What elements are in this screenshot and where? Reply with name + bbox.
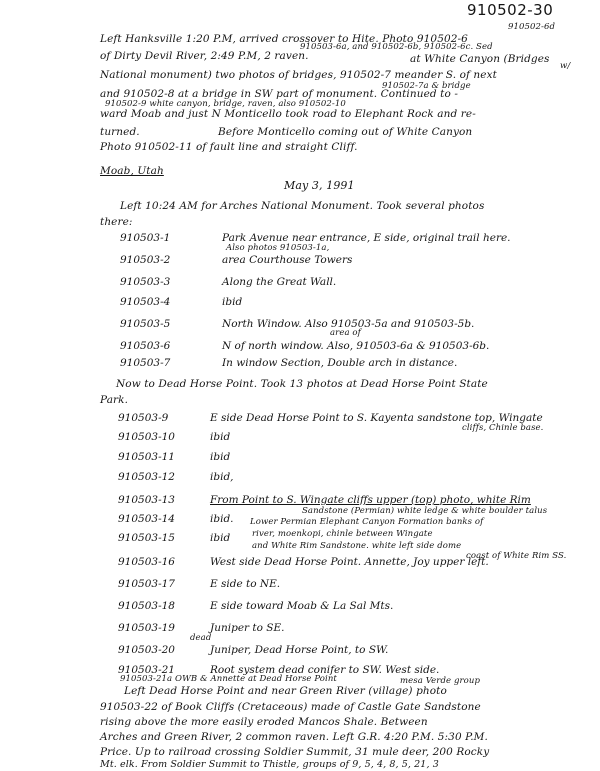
header-line-1: Left Hanksville 1:20 P.M, arrived crossover to Hite. Photo 910502-6 (100, 33, 468, 45)
photo-number: 910503-10 (118, 431, 175, 443)
header-line-4: and 910502-8 at a bridge in SW part of monument. Continued to - (100, 88, 458, 100)
photo-number: 910503-3 (120, 276, 171, 288)
photo-number: 910503-13 (118, 494, 175, 506)
photo-caption: Juniper to SE. (210, 622, 285, 634)
photo-number: 910503-2 (120, 254, 171, 266)
photo-caption: ibid (210, 451, 231, 463)
dhp-insert-7: dead (190, 633, 212, 643)
dhp-insert-1: cliffs, Chinle base. (462, 423, 544, 433)
closing-line-3: rising above the more easily eroded Mancos Shale. Between (100, 716, 428, 728)
header-line-2: of Dirty Devil River, 2:49 P.M, 2 raven. (100, 50, 309, 62)
dhp-insert-2: Sandstone (Permian) white ledge & white boulder talus (302, 506, 548, 516)
header-insert-4: w/ (560, 61, 571, 71)
header-insert-6: 910502-9 white canyon, bridge, raven, also 910502-10 (105, 99, 346, 109)
header-insert-5: 910502-7a & bridge (382, 81, 471, 91)
photo-number: 910503-20 (118, 644, 175, 656)
dhp-insert-3: Lower Permian Elephant Canyon Formation banks of (250, 517, 484, 527)
photo-number: 910503-4 (120, 296, 171, 308)
dhp-insert-8: 910503-21a OWB & Annette at Dead Horse Point (120, 674, 337, 684)
header-line-7: Photo 910502-11 of fault line and straight Cliff. (100, 141, 358, 153)
entry-date: May 3, 1991 (284, 179, 355, 192)
photo-caption: N of north window. Also, 910503-6a & 910503-6b. (222, 340, 490, 352)
photo-caption: North Window. Also 910503-5a and 910503-5b. (222, 318, 475, 330)
photo-number: 910503-6 (120, 340, 171, 352)
photo-number: 910503-7 (120, 357, 171, 369)
header-insert-2: 910503-6a, and 910502-6b, 910502-6c. Sed (300, 42, 493, 52)
photo-number: 910503-1 (120, 232, 171, 244)
photo-number: 910503-11 (118, 451, 175, 463)
photo-caption: ibid (222, 296, 243, 308)
mid-line-2: Park. (100, 394, 129, 406)
mid-line-1: Now to Dead Horse Point. Took 13 photos at Dead Horse Point State (116, 378, 488, 390)
header-insert-7: Before Monticello coming out of White Canyon (218, 126, 473, 138)
photo-number: 910503-12 (118, 471, 175, 483)
photo-number: 910503-21 (118, 664, 175, 676)
header-line-5: ward Moab and just N Monticello took road to Elephant Rock and re- (100, 108, 476, 120)
header-insert-3: at White Canyon (Bridges (410, 53, 550, 65)
photo-number: 910503-14 (118, 513, 175, 525)
photo-caption: Along the Great Wall. (222, 276, 337, 288)
closing-insert-1: mesa Verde group (400, 676, 480, 686)
photo-caption: ibid (210, 532, 231, 544)
closing-line-6: Mt. elk. From Soldier Summit to Thistle, groups of 9, 5, 4, 8, 5, 21, 3 (100, 759, 439, 770)
page-number: 910502-30 (467, 1, 554, 19)
intro-line-2: there: (100, 216, 133, 228)
location-label: Moab, Utah (100, 165, 164, 177)
photo-caption: area Courthouse Towers (222, 254, 353, 266)
photo-number: 910503-15 (118, 532, 175, 544)
photo-caption: Juniper, Dead Horse Point, to SW. (210, 644, 389, 656)
photo-number: 910503-19 (118, 622, 175, 634)
photo-caption: Root system dead conifer to SW. West side. (210, 664, 440, 676)
photo-caption: In window Section, Double arch in distance. (222, 357, 458, 369)
photo-caption: From Point to S. Wingate cliffs upper (top) photo, white Rim (210, 494, 531, 506)
dhp-insert-5: and White Rim Sandstone. white left side dome (252, 541, 462, 551)
photo-caption: ibid (210, 431, 231, 443)
photo-number: 910503-17 (118, 578, 175, 590)
photo-number: 910503-9 (118, 412, 169, 424)
header-insert-1: 910502-6d (508, 22, 556, 32)
closing-line-2: 910503-22 of Book Cliffs (Cretaceous) made of Castle Gate Sandstone (100, 701, 481, 713)
arches-insert-1: Also photos 910503-1a, (226, 243, 330, 253)
photo-caption: Park Avenue near entrance, E side, original trail here. (222, 232, 511, 244)
header-line-6: turned. (100, 126, 140, 138)
photo-caption: ibid. (210, 513, 234, 525)
photo-caption: E side toward Moab & La Sal Mts. (210, 600, 394, 612)
header-line-3: National monument) two photos of bridges, 910502-7 meander S. of next (100, 69, 497, 81)
photo-caption: ibid, (210, 471, 234, 483)
dhp-insert-6: coast of White Rim SS. (466, 551, 567, 561)
closing-line-4: Arches and Green River, 2 common raven. Left G.R. 4:20 P.M. 5:30 P.M. (100, 731, 488, 743)
photo-number: 910503-18 (118, 600, 175, 612)
arches-insert-2: area of (330, 328, 361, 338)
intro-line-1: Left 10:24 AM for Arches National Monument. Took several photos (120, 200, 485, 212)
photo-caption: E side to NE. (210, 578, 281, 590)
closing-line-5: Price. Up to railroad crossing Soldier Summit, 31 mule deer, 200 Rocky (100, 746, 490, 758)
photo-number: 910503-5 (120, 318, 171, 330)
photo-caption: West side Dead Horse Point. Annette, Joy upper left. (210, 556, 489, 568)
dhp-insert-4: river, moenkopi, chinle between Wingate (252, 529, 433, 539)
photo-caption: E side Dead Horse Point to S. Kayenta sandstone top, Wingate (210, 412, 543, 424)
photo-number: 910503-16 (118, 556, 175, 568)
closing-line-1: Left Dead Horse Point and near Green River (village) photo (124, 685, 447, 697)
